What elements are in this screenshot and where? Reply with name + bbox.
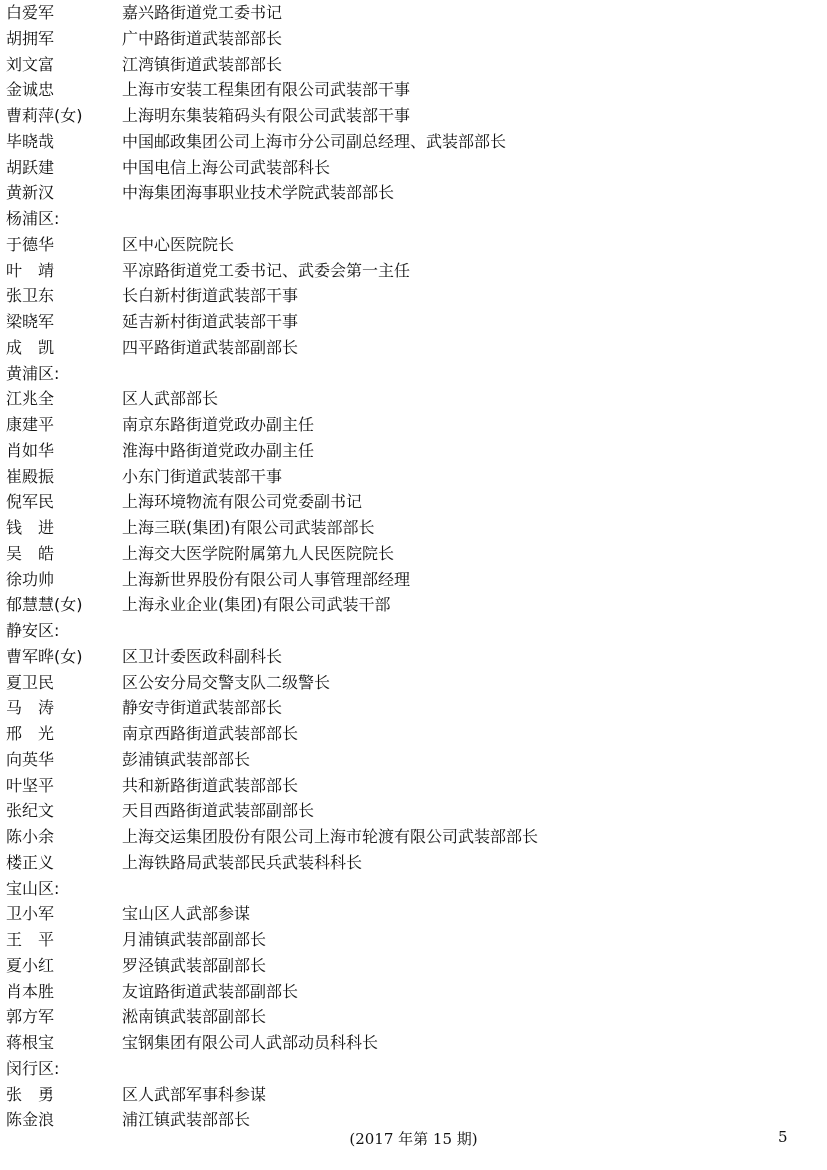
list-item [0, 541, 827, 567]
list-item [0, 979, 827, 1005]
person-name: 曹军晔(女) [6, 646, 83, 666]
page-number: 5 [778, 1128, 788, 1146]
person-name: 于德华 [6, 234, 55, 254]
list-item [0, 927, 827, 953]
list-item [0, 773, 827, 799]
district-name: 杨浦区: [6, 209, 60, 228]
position-title: 广中路街道武装部部长 [122, 28, 283, 48]
list-item [0, 0, 827, 26]
list-item [0, 515, 827, 541]
list-item [0, 567, 827, 593]
person-name: 康建平 [6, 415, 55, 434]
list-item [0, 386, 827, 412]
list-item [0, 283, 827, 309]
list-item [0, 798, 827, 824]
list-item [0, 103, 827, 129]
person-name: 陈金浪 [6, 1110, 55, 1130]
list-item [0, 824, 827, 850]
district-name: 闵行区: [6, 1058, 60, 1078]
position-title: 小东门街道武装部干事 [122, 466, 283, 486]
position-title: 区中心医院院长 [122, 234, 235, 254]
issue-label: (2017 年第 15 期) [349, 1130, 478, 1148]
list-item [0, 464, 827, 490]
person-name: 卫小军 [6, 904, 55, 924]
position-title: 区卫计委医政科副科长 [122, 646, 283, 666]
person-name: 肖如华 [6, 440, 55, 460]
district-heading [0, 876, 827, 902]
person-name: 胡跃建 [6, 157, 55, 177]
person-name: 崔殿振 [6, 466, 55, 486]
position-title: 南京东路街道党政办副主任 [122, 415, 315, 434]
person-name: 张卫东 [6, 286, 55, 306]
position-title: 上海三联(集团)有限公司武装部部长 [122, 518, 375, 537]
position-title: 淮海中路街道党政办副主任 [122, 440, 315, 460]
list-item [0, 1004, 827, 1030]
position-title: 中国邮政集团公司上海市分公司副总经理、武装部部长 [122, 131, 507, 151]
position-title: 上海新世界股份有限公司人事管理部经理 [122, 569, 411, 589]
district-heading [0, 618, 827, 644]
position-title: 区人武部军事科参谋 [122, 1084, 267, 1104]
person-name: 夏小红 [6, 955, 55, 975]
list-item [0, 258, 827, 284]
person-name: 白爱军 [6, 3, 55, 22]
person-name: 倪军民 [6, 492, 55, 512]
list-item [0, 644, 827, 670]
list-item [0, 155, 827, 181]
position-title: 长白新村街道武装部干事 [122, 286, 299, 306]
position-title: 罗泾镇武装部副部长 [122, 955, 267, 975]
list-item [0, 901, 827, 927]
list-item [0, 1030, 827, 1056]
position-title: 江湾镇街道武装部部长 [122, 54, 283, 74]
district-name: 静安区: [6, 621, 60, 640]
list-item [0, 1082, 827, 1108]
position-title: 天目西路街道武装部副部长 [122, 801, 315, 821]
position-title: 上海环境物流有限公司党委副书记 [122, 492, 363, 512]
list-item [0, 129, 827, 155]
person-name: 黄新汉 [6, 183, 55, 203]
person-name: 郭方军 [6, 1007, 55, 1027]
person-name: 张 勇 [6, 1084, 55, 1104]
list-item [0, 721, 827, 747]
person-name: 钱 进 [6, 518, 55, 537]
list-item [0, 309, 827, 335]
list-item [0, 232, 827, 258]
district-name: 黄浦区: [6, 363, 60, 383]
position-title: 宝钢集团有限公司人武部动员科科长 [122, 1033, 379, 1052]
person-name: 向英华 [6, 749, 55, 769]
person-name: 吴 皓 [6, 543, 55, 563]
position-title: 嘉兴路街道党工委书记 [122, 3, 283, 22]
position-title: 四平路街道武装部副部长 [122, 337, 299, 357]
person-name: 毕晓哉 [6, 131, 55, 151]
person-name: 江兆全 [6, 389, 55, 409]
position-title: 上海明东集装箱码头有限公司武装部干事 [122, 106, 411, 125]
position-title: 平凉路街道党工委书记、武委会第一主任 [122, 260, 411, 280]
person-name: 夏卫民 [6, 672, 55, 692]
person-name: 陈小余 [6, 827, 55, 846]
position-title: 南京西路街道武装部部长 [122, 724, 299, 743]
position-title: 上海交运集团股份有限公司上海市轮渡有限公司武装部部长 [122, 827, 539, 846]
person-name: 马 涛 [6, 698, 55, 718]
position-title: 友谊路街道武装部副部长 [122, 981, 299, 1001]
person-name: 王 平 [6, 930, 55, 949]
position-title: 上海永业企业(集团)有限公司武装干部 [122, 595, 391, 615]
district-heading [0, 361, 827, 387]
list-item [0, 438, 827, 464]
position-title: 彭浦镇武装部部长 [122, 749, 251, 769]
list-item [0, 52, 827, 78]
position-title: 月浦镇武装部副部长 [122, 930, 267, 949]
list-item [0, 670, 827, 696]
person-name: 蒋根宝 [6, 1033, 55, 1052]
person-name: 邢 光 [6, 724, 55, 743]
list-item [0, 77, 827, 103]
person-name: 梁晓军 [6, 312, 55, 331]
list-item [0, 695, 827, 721]
list-item [0, 26, 827, 52]
person-name: 叶坚平 [6, 775, 55, 795]
person-name: 郁慧慧(女) [6, 595, 83, 615]
position-title: 静安寺街道武装部部长 [122, 698, 283, 718]
list-item [0, 489, 827, 515]
person-name: 徐功帅 [6, 569, 55, 589]
list-item [0, 747, 827, 773]
district-heading [0, 206, 827, 232]
person-name: 叶 靖 [6, 260, 55, 280]
position-title: 共和新路街道武装部部长 [122, 775, 299, 795]
list-item [0, 592, 827, 618]
position-title: 上海市安装工程集团有限公司武装部干事 [122, 80, 411, 100]
position-title: 区人武部部长 [122, 389, 219, 409]
list-item [0, 850, 827, 876]
position-title: 延吉新村街道武装部干事 [122, 312, 299, 331]
person-name: 金诚忠 [6, 80, 55, 100]
list-item [0, 412, 827, 438]
list-item [0, 180, 827, 206]
position-title: 中海集团海事职业技术学院武装部部长 [122, 183, 395, 203]
person-name: 张纪文 [6, 801, 55, 821]
position-title: 中国电信上海公司武装部科长 [122, 157, 331, 177]
position-title: 浦江镇武装部部长 [122, 1110, 251, 1130]
district-heading [0, 1056, 827, 1082]
list-item [0, 335, 827, 361]
person-name: 曹莉萍(女) [6, 106, 83, 125]
person-name: 楼正义 [6, 852, 55, 872]
position-title: 宝山区人武部参谋 [122, 904, 251, 924]
person-name: 胡拥军 [6, 28, 55, 48]
person-name: 肖本胜 [6, 981, 55, 1001]
position-title: 淞南镇武装部副部长 [122, 1007, 267, 1027]
position-title: 上海交大医学院附属第九人民医院院长 [122, 543, 395, 563]
district-name: 宝山区: [6, 878, 60, 898]
position-title: 区公安分局交警支队二级警长 [122, 672, 331, 692]
position-title: 上海铁路局武装部民兵武装科科长 [122, 852, 363, 872]
person-name: 刘文富 [6, 54, 55, 74]
person-name: 成 凯 [6, 337, 55, 357]
list-item [0, 953, 827, 979]
